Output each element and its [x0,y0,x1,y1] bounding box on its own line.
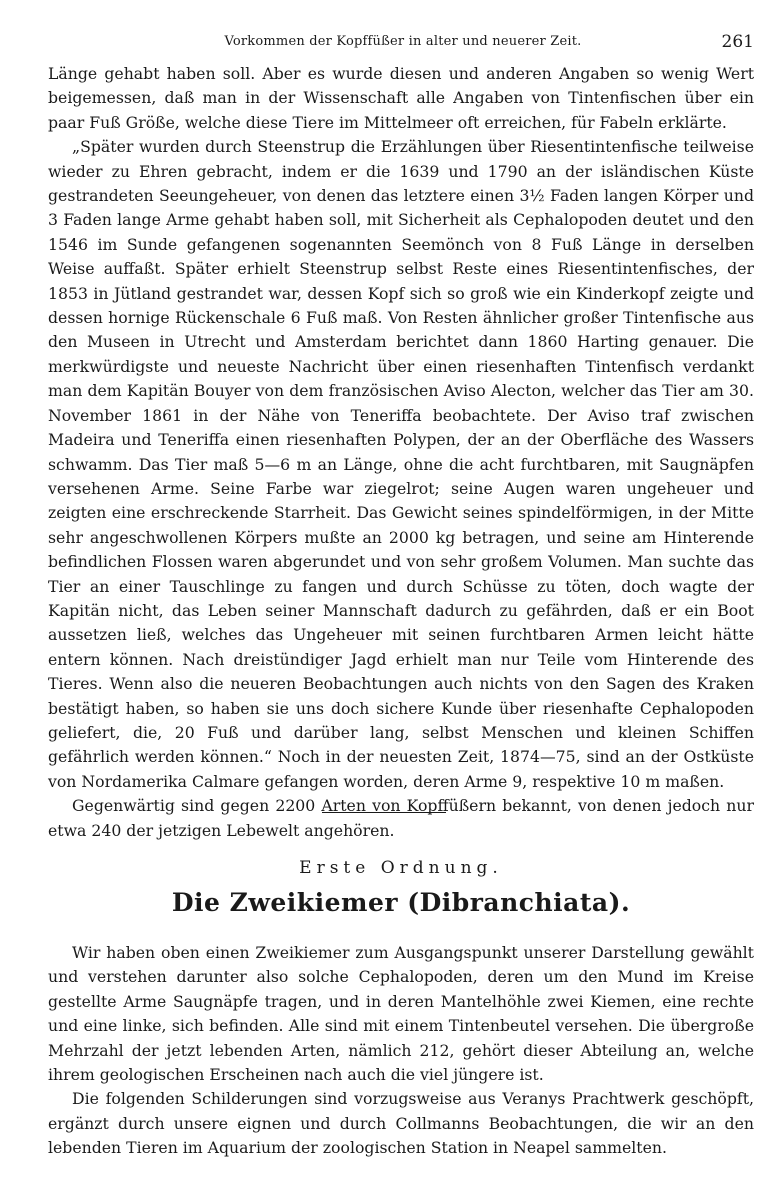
page-number: 261 [721,32,754,52]
section-divider-rule [322,812,446,813]
paragraph: Die folgenden Schilderungen sind vorzugsweise aus Veranys Prachtwerk geschöpft, ergänzt durch unsere eignen und durch Collmanns Beobachtungen, die wir an den lebenden Tieren im Aquarium der zoologischen Station in Neapel sammelten. [48,1089,754,1158]
section-text-block [48,941,754,1161]
paragraph: Wir haben oben einen Zweikiemer zum Ausgangspunkt unserer Darstellung gewählt und verstehen darunter also solche Cephalopoden, deren um den Mund im Kreise gestellte Arme Saugnäpfe tragen, und in deren Mantelhöhle zwei Kiemen, eine rechte und eine linke, sich befinden. Alle sind mit einem Tintenbeutel versehen. Die übergroße Mehrzahl der jetzt lebenden Arten, nämlich 212, gehört dieser Abteilung an, welche ihrem geologischen Erscheinen nach auch die viel jüngere ist. [48,943,754,1085]
section-heading [48,858,754,917]
running-title: Vorkommen der Kopffüßer in alter und neuerer Zeit. [224,34,582,49]
paragraph: Gegenwärtig sind gegen 2200 Arten von Kopffüßern bekannt, von denen jedoch nur etwa 240 der jetzigen Lebewelt angehören. [48,796,754,840]
page-header [48,32,754,56]
section-title: Die Zweikiemer (Dibranchiata). [171,888,631,917]
section-order-label: Erste Ordnung. [299,858,503,878]
main-text-block [48,62,754,843]
paragraph: „Später wurden durch Steenstrup die Erzählungen über Riesentintenfische teilweise wieder zu Ehren gebracht, indem er die 1639 und 1790 an der isländischen Küste gestrandeten Seeungeheuer, von denen das letztere einen 3½ Faden langen Körper und 3 Faden lange Arme gehabt haben soll, mit Sicherheit als Cephalopoden deutet und den 1546 im Sunde gefangenen sogenannten Seemönch von 8 Fuß Länge in derselben Weise auffaßt. Später erhielt Steenstrup selbst Reste eines Riesentintenfisches, der 1853 in Jütland gestrandet war, dessen Kopf sich so groß wie ein Kinderkopf zeigte und dessen hornige Rückenschale 6 Fuß maß. Von Resten ähnlicher großer Tintenfische aus den Museen in Utrecht und Amsterdam berichtet dann 1860 Harting genauer. Die merkwürdigste und neueste Nachricht über einen riesenhaften Tintenfisch verdankt man dem Kapitän Bouyer von dem französischen Aviso Alecton, welcher das Tier am 30. November 1861 in der Nähe von Teneriffa beobachtete. Der Aviso traf zwischen Madeira und Teneriffa einen riesenhaften Polypen, der an der Oberfläche des Wassers schwamm. Das Tier maß 5—6 m an Länge, ohne die acht furchtbaren, mit Saugnäpfen versehenen Arme. Seine Farbe war ziegelrot; seine Augen waren ungeheuer und zeigten eine erschreckende Starrheit. Das Gewicht seines spindelförmigen, in der Mitte sehr angeschwollenen Körpers mußte an 2000 kg betragen, und seine am Hinterende befindlichen Flossen waren abgerundet und von sehr großem Volumen. Man suchte das Tier an einer Tauschlinge zu fangen und durch Schüsse zu töten, doch wagte der Kapitän nicht, das Leben seiner Mannschaft dadurch zu gefährden, daß er ein Boot aussetzen ließ, welches das Ungeheuer mit seinen furchtbaren Armen leicht hätte entern können. Nach dreistündiger Jagd erhielt man nur Teile vom Hinterende des Tieres. Wenn also die neueren Beobachtungen auch nichts von den Sagen des Kraken bestätigt haben, so haben sie uns doch sichere Kunde über riesenhafte Cephalopoden geliefert, die, 20 Fuß und darüber lang, selbst Menschen und kleinen Schiffen gefährlich werden können.“ Noch in der neuesten Zeit, 1874—75, sind an der Ostküste von Nordamerika Calmare gefangen worden, deren Arme 9, respektive 10 m maßen. [48,137,754,791]
paragraph: Länge gehabt haben soll. Aber es wurde diesen und anderen Angaben so wenig Wert beigemessen, daß man in der Wissenschaft alle Angaben von Tintenfischen über ein paar Fuß Größe, welche diese Tiere im Mittelmeer oft erreichen, für Fabeln erklärte. [48,64,754,132]
